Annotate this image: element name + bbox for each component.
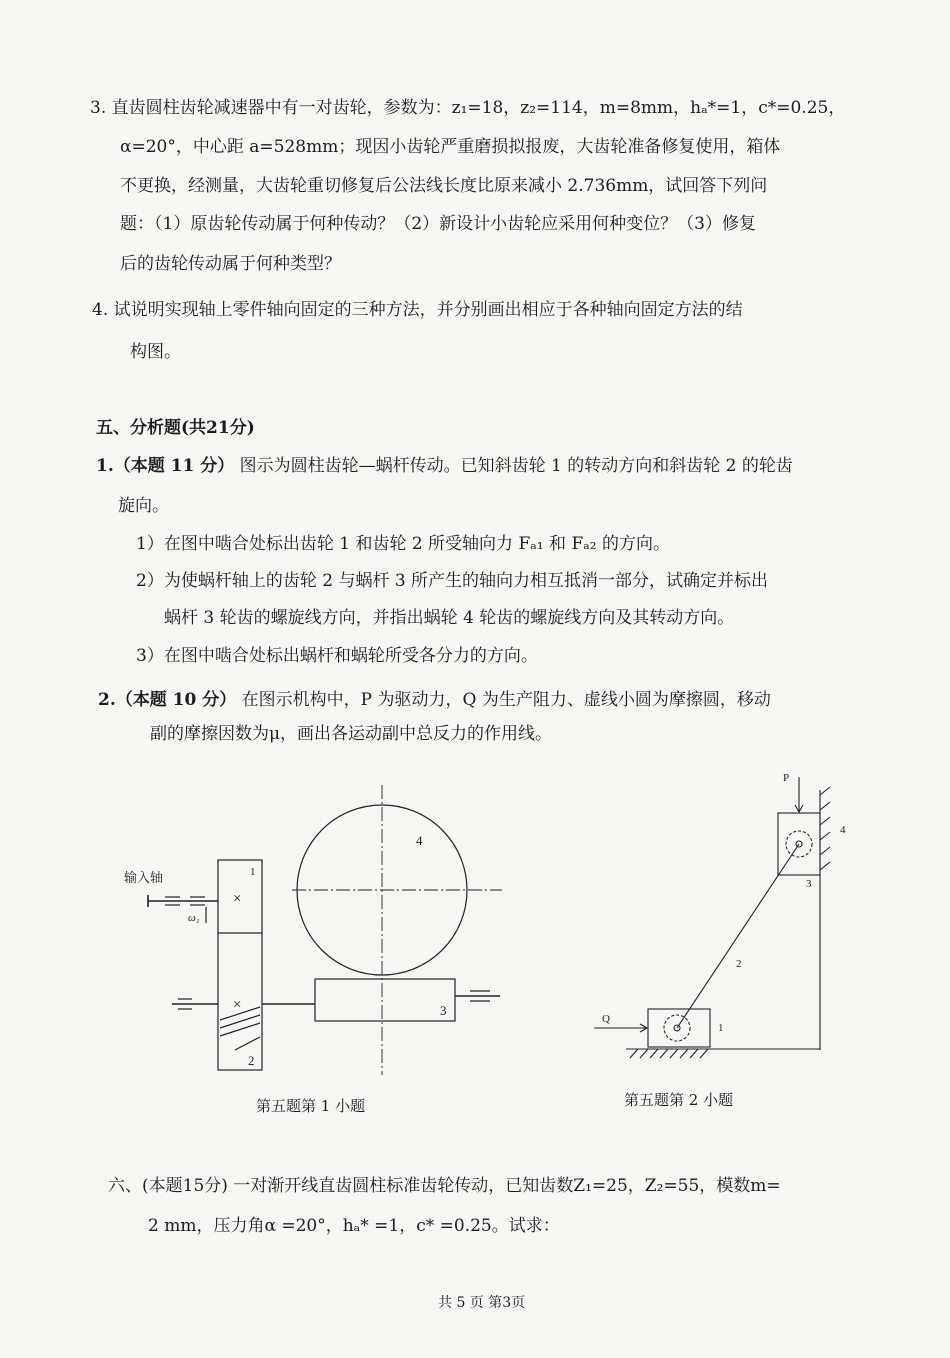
q3-line-4: 题：（1）原齿轮传动属于何种传动？（2）新设计小齿轮应采用何种变位？（3）修复 (120, 214, 756, 234)
q4-line-1: 4. 试说明实现轴上零件轴向固定的三种方法，并分别画出相应于各种轴向固定方法的结 (92, 300, 743, 320)
worm-3 (315, 979, 455, 1021)
s5-p2-number: 2.（本题 10 分） (98, 690, 237, 710)
gear-2-helix-line (235, 1037, 260, 1050)
q3-line-1: 3. 直齿圆柱齿轮减速器中有一对齿轮，参数为：z₁=18，z₂=114，m=8mm，hₐ*=1，c*=0.25， (90, 98, 846, 118)
figure-1-caption: 第五题第 1 小题 (256, 1097, 366, 1115)
section-6-line-1: 六、(本题15分) 一对渐开线直齿圆柱标准齿轮传动，已知齿数Z₁=25，Z₂=55，模数m= (108, 1176, 781, 1196)
friction-mechanism-diagram (590, 765, 870, 1065)
figure-2-caption: 第五题第 2 小题 (624, 1091, 734, 1109)
s5-p1-line-1 (96, 456, 793, 476)
s5-p1-text: 图示为圆柱齿轮—蜗杆传动。已知斜齿轮 1 的转动方向和斜齿轮 2 的轮齿 (239, 456, 793, 476)
omega-label: ω₁ (188, 912, 200, 924)
gear-2-helix-line (220, 1023, 260, 1036)
q3-line-5: 后的齿轮传动属于何种类型？ (120, 254, 341, 274)
page-footer: 共 5 页 第3页 (438, 1295, 526, 1311)
ground-hatch (660, 1049, 668, 1058)
s5-p2-line-2: 副的摩擦因数为μ，画出各运动副中总反力的作用线。 (150, 724, 553, 744)
s5-p2-text: 在图示机构中，P 为驱动力，Q 为生产阻力、虚线小圆为摩擦圆，移动 (241, 690, 771, 710)
section-5-heading: 五、分析题(共21分) (96, 418, 255, 438)
wall-hatch (820, 817, 830, 825)
wall-hatch (820, 862, 830, 870)
gear-2-helix-line (220, 1015, 260, 1028)
input-shaft-label: 输入轴 (124, 870, 164, 885)
label-4: 4 (840, 824, 846, 836)
q3-line-2: α=20°，中心距 a=528mm；现因小齿轮严重磨损拟报废，大齿轮准备修复使用，箱体 (120, 137, 781, 157)
ground-hatch (670, 1049, 678, 1058)
gear-1-cross: × (233, 891, 242, 907)
gear-2-cross: × (233, 997, 242, 1013)
link-2 (677, 844, 799, 1028)
label-4: 4 (416, 833, 423, 848)
ground-hatch (690, 1049, 698, 1058)
label-1: 1 (718, 1022, 724, 1034)
s5-p1-number: 1.（本题 11 分） (96, 456, 235, 476)
s5-p1-line-2: 旋向。 (118, 496, 169, 516)
s5-p1-sub-1: 1）在图中啮合处标出齿轮 1 和齿轮 2 所受轴向力 Fₐ₁ 和 Fₐ₂ 的方向。 (136, 534, 671, 554)
label-1: 1 (250, 866, 256, 878)
s5-p1-sub-2b: 蜗杆 3 轮齿的螺旋线方向，并指出蜗轮 4 轮齿的螺旋线方向及其转动方向。 (164, 608, 735, 628)
force-p-label: P (783, 772, 790, 784)
wall-hatch (820, 847, 830, 855)
q3-line-3: 不更换，经测量，大齿轮重切修复后公法线长度比原来减小 2.736mm，试回答下列问 (120, 176, 768, 196)
label-3: 3 (440, 1003, 447, 1018)
wall-hatch (820, 802, 830, 810)
ground-hatch (650, 1049, 658, 1058)
ground-hatch (700, 1049, 708, 1058)
ground-hatch (630, 1049, 638, 1058)
section-6-line-2: 2 mm，压力角α =20°，hₐ* =1，c* =0.25。试求： (148, 1216, 560, 1236)
wall-hatch (820, 832, 830, 840)
ground-hatch (640, 1049, 648, 1058)
force-q-label: Q (602, 1013, 610, 1025)
label-3: 3 (806, 878, 812, 890)
s5-p2-line-1 (98, 690, 771, 710)
label-2: 2 (736, 958, 742, 970)
gear-worm-diagram (110, 775, 520, 1085)
ground-hatch (680, 1049, 688, 1058)
label-2: 2 (248, 1053, 255, 1068)
s5-p1-sub-3: 3）在图中啮合处标出蜗杆和蜗轮所受各分力的方向。 (136, 646, 538, 666)
wall-hatch (820, 787, 830, 795)
s5-p1-sub-2a: 2）为使蜗杆轴上的齿轮 2 与蜗杆 3 所产生的轴向力相互抵消一部分，试确定并标出 (136, 571, 769, 591)
q4-line-2: 构图。 (130, 342, 181, 362)
